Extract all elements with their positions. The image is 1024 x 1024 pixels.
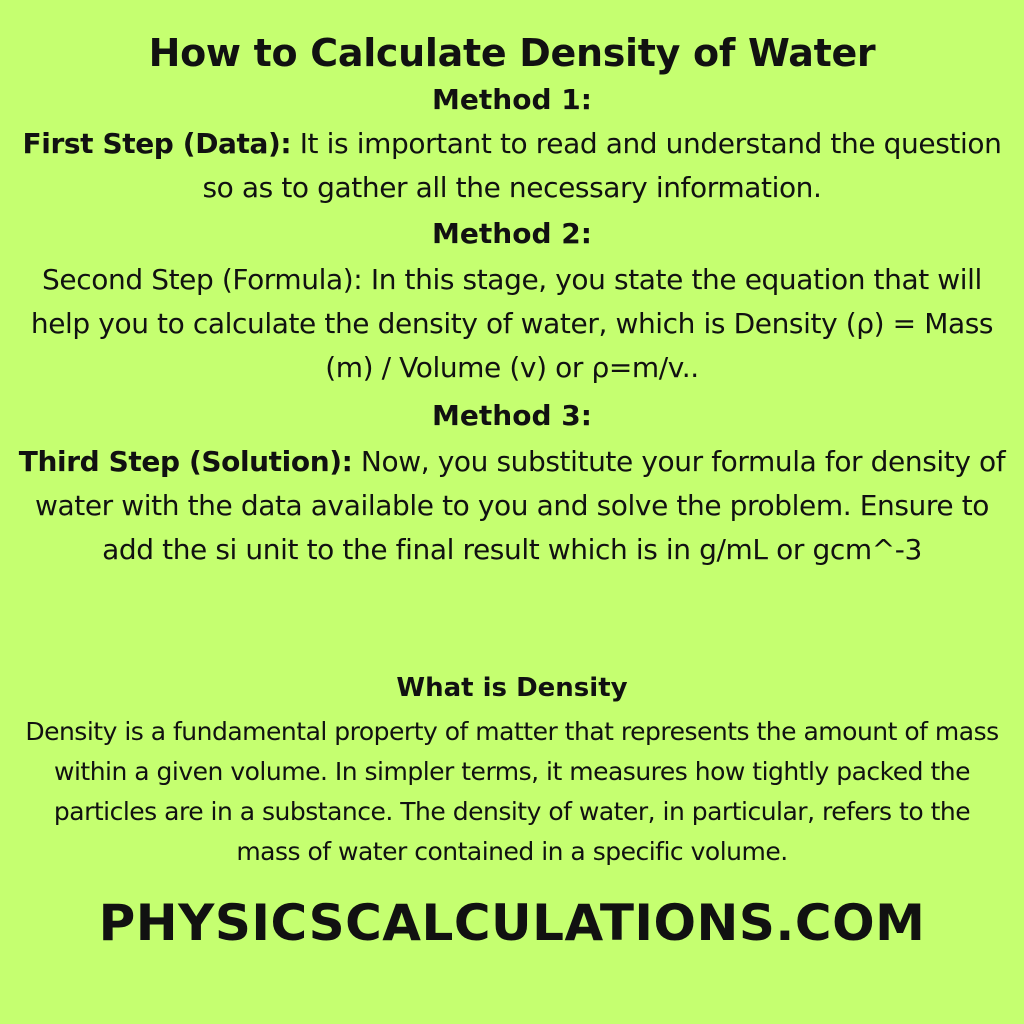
method-1-step-label: First Step (Data): bbox=[22, 127, 292, 160]
site-footer: PHYSICSCALCULATIONS.COM bbox=[98, 894, 926, 952]
method-3-heading: Method 3: bbox=[432, 399, 592, 432]
method-1-step bbox=[16, 122, 1008, 210]
method-3-step bbox=[16, 440, 1008, 572]
method-3-step-text: Now, you substitute your formula for density of water with the data available to you and solve the problem. Ensure to add the si unit to the final result which is in g/mL or gcm^-3 bbox=[34, 445, 1006, 566]
method-2-step-text: Second Step (Formula): In this stage, you state the equation that will help you to calculate the density of water, which is Density (ρ) = Mass (m) / Volume (v) or ρ=m/v.. bbox=[30, 263, 994, 384]
method-1-step-text: It is important to read and understand the question so as to gather all the necessary information. bbox=[202, 127, 1002, 204]
page-title: How to Calculate Density of Water bbox=[148, 31, 876, 75]
what-is-density-heading: What is Density bbox=[396, 673, 628, 703]
what-is-density-body: Density is a fundamental property of matter that represents the amount of mass within a given volume. In simpler terms, it measures how tightly packed the particles are in a substance. The density of water, in particular, refers to the mass of water contained in a specific volume. bbox=[25, 717, 999, 866]
method-2-step bbox=[16, 258, 1008, 390]
method-3-step-label: Third Step (Solution): bbox=[18, 445, 353, 478]
method-2-heading: Method 2: bbox=[432, 217, 592, 250]
method-1-heading: Method 1: bbox=[432, 83, 592, 116]
